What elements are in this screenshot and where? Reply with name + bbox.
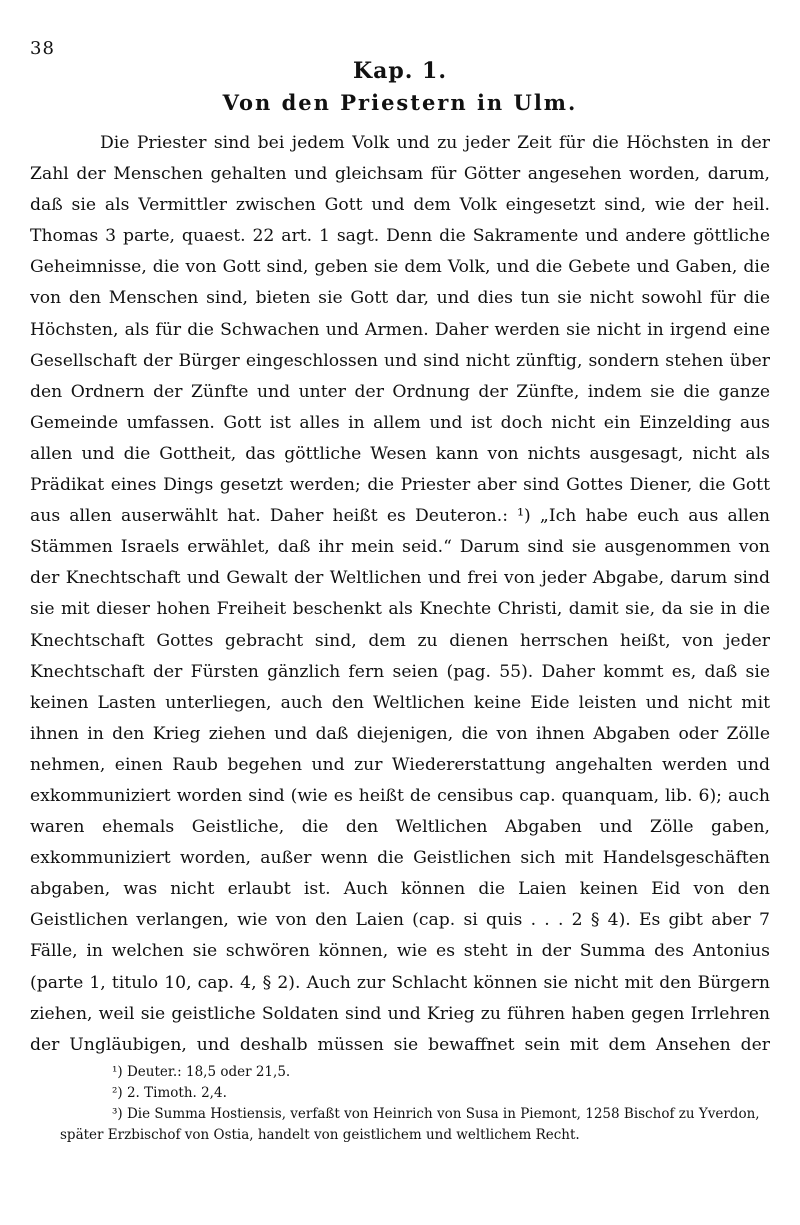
footnote-1: ¹) Deuter.: 18,5 oder 21,5. <box>112 1064 291 1080</box>
footnote-3: ³) Die Summa Hostiensis, verfaßt von Heinrich von Susa in Piemont, 1258 Bischof zu Yverdon, <box>112 1106 760 1122</box>
footnote-2: ²) 2. Timoth. 2,4. <box>112 1085 227 1101</box>
footnotes <box>30 1062 770 1146</box>
chapter-heading: Kap. 1. <box>352 58 448 84</box>
page-title: Von den Priestern in Ulm. <box>222 90 578 115</box>
footnote-3-continued: später Erzbischof von Ostia, handelt von geistlichem und weltlichem Recht. <box>60 1127 580 1143</box>
body-paragraph: Die Priester sind bei jedem Volk und zu jeder Zeit für die Höchsten in der Zahl der Menschen gehalten und gleichsam für Götter angesehen worden, darum, daß sie als Vermittler zwischen Gott und dem Volk eingesetzt sind, wie der heil. Thomas 3 parte, quaest. 22 art. 1 sagt. Denn die Sakramente und andere göttliche Geheimnisse, die von Gott sind, geben sie dem Volk, und die Gebete und Gaben, die von den Menschen sind, bieten sie Gott dar, und dies tun sie nicht sowohl für die Höchsten, als für die Schwachen und Armen. Daher werden sie nicht in irgend eine Gesellschaft der Bürger eingeschlossen und sind nicht zünftig, sondern stehen über den Ordnern der Zünfte und unter der Ordnung der Zünfte, indem sie die ganze Gemeinde umfassen. Gott ist alles in allem und ist doch nicht ein Einzelding aus allen und die Gottheit, das göttliche Wesen kann von nichts ausgesagt, nicht als Prädikat eines Dings gesetzt werden; die Priester aber sind Gottes Diener, die Gott aus allen auserwählt hat. Daher heißt es Deuteron.: ¹) „Ich habe euch aus allen Stämmen Israels erwählet, daß ihr mein seid.“ Darum sind sie ausgenommen von der Knechtschaft und Gewalt der Weltlichen und frei von jeder Abgabe, darum sind sie mit dieser hohen Freiheit beschenkt als Knechte Christi, damit sie, da sie in die Knechtschaft Gottes gebracht sind, dem zu dienen herrschen heißt, von jeder Knechtschaft der Fürsten gänzlich fern seien (pag. 55). Daher kommt es, daß sie keinen Lasten unterliegen, auch den Weltlichen keine Eide leisten und nicht mit ihnen in den Krieg ziehen und daß diejenigen, die von ihnen Abgaben oder Zölle nehmen, einen Raub begehen und zur Wiedererstattung angehalten werden und exkommuniziert worden sind (wie es heißt de censibus cap. quanquam, lib. 6); auch waren ehemals Geistliche, die den Weltlichen Abgaben und Zölle gaben, exkommuniziert worden, außer wenn die Geistlichen sich mit Handelsgeschäften abgaben, was nicht erlaubt ist. Auch können die Laien keinen Eid von den Geistlichen verlangen, wie von den Laien (cap. si quis . . . 2 § 4). Es gibt aber 7 Fälle, in welchen sie schwören können, wie es steht in der Summa des Antonius (parte 1, titulo 10, cap. 4, § 2). Auch zur Schlacht können sie nicht mit den Bürgern ziehen, weil sie geistliche Soldaten sind und Krieg zu führen haben gegen Irrlehren der Ungläubigen, und deshalb müssen sie bewaffnet sein mit dem Ansehen der <box>30 133 770 1054</box>
page-number: 38 <box>30 38 55 59</box>
